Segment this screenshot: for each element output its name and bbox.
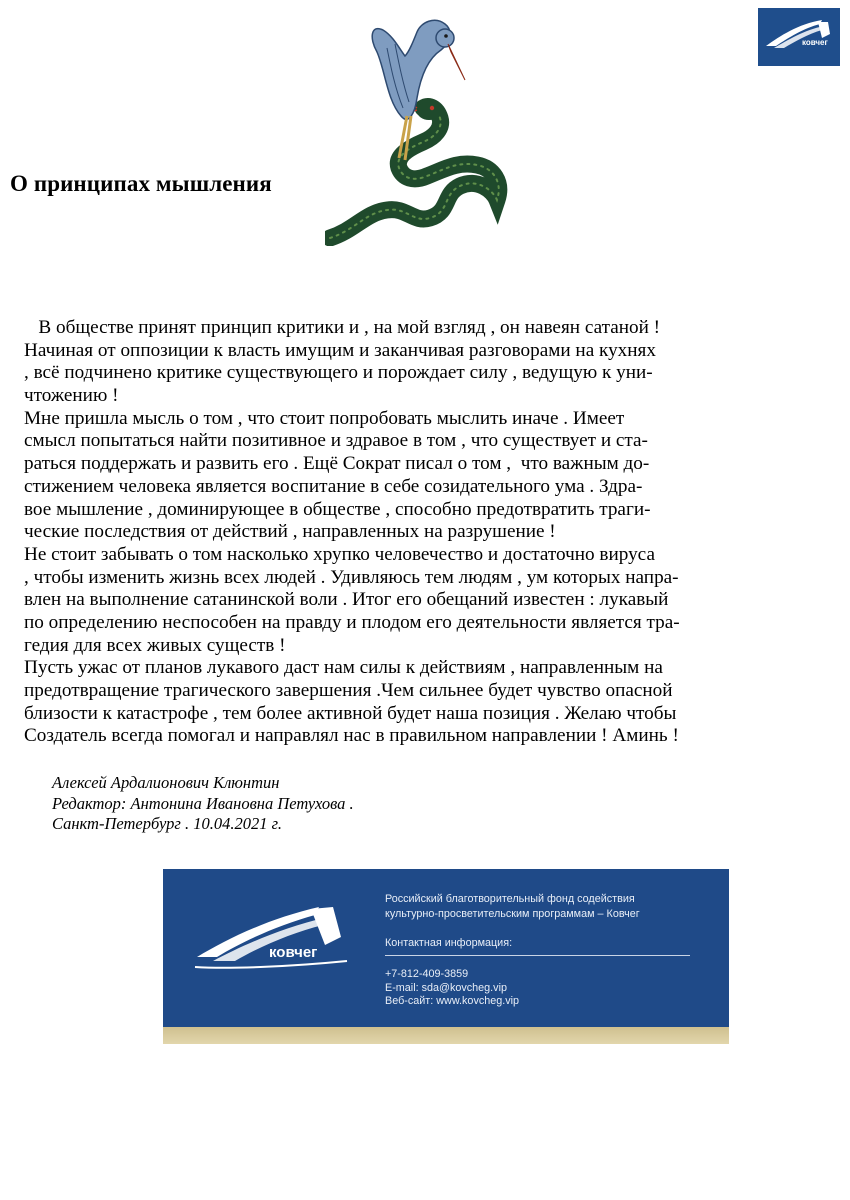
article-line: предотвращение трагического завершения .Чем сильнее будет чувство опасной <box>24 680 673 701</box>
article-line: раться поддержать и развить его . Ещё Сократ писал о том , что важным до- <box>24 453 650 475</box>
corner-logo-text: ковчег <box>802 38 828 47</box>
page-title: О принципах мышления <box>10 171 272 196</box>
organization-name <box>385 892 640 922</box>
contacts-divider <box>385 955 690 956</box>
corner-logo <box>758 8 840 66</box>
heron-serpent-illustration <box>325 8 510 246</box>
ark-logo-icon <box>187 893 357 985</box>
article-line: влен на выполнение сатанинской воли . Итог его обещаний известен : лукавый <box>24 589 669 611</box>
contacts-list <box>385 968 519 1009</box>
signature-block <box>52 773 354 835</box>
article-line: ческие последствия от действий , направленных на разрушение ! <box>24 521 556 543</box>
article-line: Мне пришла мысль о том , что стоит попробовать мыслить иначе . Имеет <box>24 407 625 429</box>
place-date: Санкт-Петербург . 10.04.2021 г. <box>52 814 282 833</box>
article-line: по определению неспособен на правду и плодом его деятельности является тра- <box>24 611 680 633</box>
editor-name: Редактор: Антонина Ивановна Петухова . <box>52 793 354 813</box>
card-logo-text: ковчег <box>269 944 318 961</box>
article-line: Создатель всегда помогал и направлял нас в правильном направлении ! Аминь ! <box>24 725 679 747</box>
article-line: вое мышление , доминирующее в обществе , способно предотвратить траги- <box>24 498 651 520</box>
contacts-heading: Контактная информация: <box>385 937 513 949</box>
foundation-card <box>163 869 729 1044</box>
article-line: гедия для всех живых существ ! <box>24 634 286 656</box>
email-address: E-mail: sda@kovcheg.vip <box>385 981 507 994</box>
card-gold-stripe <box>163 1027 729 1044</box>
article-body <box>24 317 824 748</box>
author-name: Алексей Ардалионович Клюнтин <box>52 773 280 792</box>
article-line: , всё подчинено критике существующего и порождает силу , ведущую к уни- <box>24 362 653 384</box>
article-line: близости к катастрофе , тем более активной будет наша позиция . Желаю чтобы <box>24 702 677 724</box>
article-line: стижением человека является воспитание в себе созидательного ума . Здра- <box>24 475 643 497</box>
article-line: Пусть ужас от планов лукавого даст нам силы к действиям , направленным на <box>24 657 663 679</box>
article-line: , чтобы изменить жизнь всех людей . Удивляюсь тем людям , ум которых напра- <box>24 566 679 588</box>
article-line: Начиная от оппозиции к власть имущим и заканчивая разговорами на кухнях <box>24 339 656 361</box>
organization-line: культурно-просветительским программам – Ковчег <box>385 908 640 920</box>
article-line: чтожению ! <box>24 385 119 407</box>
ark-logo-icon <box>758 8 840 66</box>
article-line: В обществе принят принцип критики и , на мой взгляд , он навеян сатаной ! <box>24 317 661 338</box>
article-line: Не стоит забывать о том насколько хрупко человечество и достаточно вируса <box>24 543 655 565</box>
organization-line: Российский благотворительный фонд содействия <box>385 893 635 905</box>
article-line: смысл попытаться найти позитивное и здравое в том , что существует и ста- <box>24 430 648 452</box>
website-address: Веб-сайт: www.kovcheg.vip <box>385 995 520 1007</box>
phone-number: +7-812-409-3859 <box>385 968 469 980</box>
